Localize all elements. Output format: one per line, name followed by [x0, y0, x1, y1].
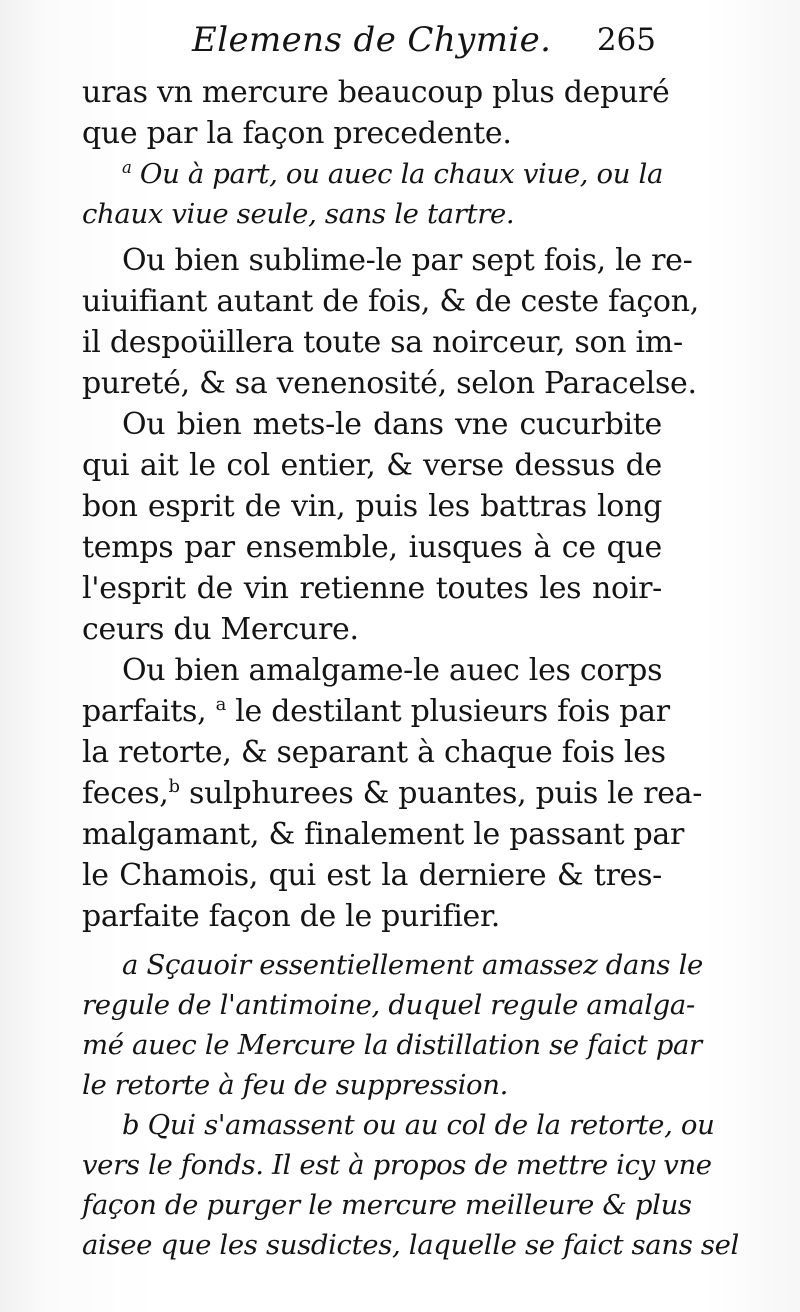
footnote-a-line [82, 945, 703, 985]
footnote-a-line: chaux viue seule, sans le tartre. [82, 198, 515, 230]
footnote-a-line: le retorte à feu de suppression. [82, 1069, 508, 1101]
footnote-a-line: regule de l'antimoine, duquel regule amalga- [82, 989, 695, 1021]
text-line: uras vn mercure beaucoup plus depuré [82, 75, 670, 110]
text-line: temps par ensemble, iusques à ce que [82, 530, 662, 565]
footnote-b-line [82, 1105, 715, 1145]
text-line: il despoüillera toute sa noirceur, son im- [82, 325, 683, 360]
text-line: que par la façon precedente. [82, 116, 512, 151]
footnote-marker: a [122, 157, 132, 177]
footnote-reference-a: a [215, 694, 226, 715]
footnote-b-line: vers le fonds. Il est à propos de mettre icy vne [82, 1149, 712, 1181]
text-line: Ou bien sublime-le par sept fois, le re- [122, 243, 693, 278]
text-line: bon esprit de vin, puis les battras long [82, 489, 662, 524]
footnote-marker: a [122, 949, 139, 981]
footnote-reference-b: b [168, 776, 180, 797]
page-number: 265 [596, 22, 656, 58]
text-line: uiuifiant autant de fois, & de ceste façon, [82, 284, 699, 319]
page-header [82, 14, 662, 72]
footnote-text: Sçauoir essentiellement amassez dans le [146, 949, 703, 981]
text-line [82, 773, 703, 814]
text-line: pureté, & sa venenosité, selon Paracelse. [82, 366, 697, 401]
footnote-text: Qui s'amassent ou au col de la retorte, ou [147, 1109, 715, 1141]
text-line: le Chamois, qui est la derniere & tres- [82, 858, 662, 893]
running-title: Elemens de Chymie. [192, 20, 552, 60]
text-segment: sulphurees & puantes, puis le rea- [189, 776, 703, 811]
text-line: malgamant, & finalement le passant par [82, 817, 685, 852]
text-segment: feces, [82, 776, 169, 811]
footnote-b-line: aisee que les susdictes, laquelle se faict sans sel [82, 1229, 739, 1261]
footnote-a-line: mé auec le Mercure la distillation se faict par [82, 1029, 702, 1061]
text-line: la retorte, & separant à chaque fois les [82, 735, 666, 770]
text-line [82, 691, 670, 732]
text-segment: parfaits, [82, 694, 207, 729]
text-line: parfaite façon de le purifier. [82, 899, 500, 934]
text-line: Ou bien amalgame-le auec les corps [122, 653, 663, 688]
text-line: Ou bien mets-le dans vne cucurbite [122, 407, 662, 442]
text-line: ceurs du Mercure. [82, 612, 359, 647]
page-text-block [82, 14, 739, 1265]
text-line: qui ait le col entier, & verse dessus de [82, 448, 662, 483]
footnote-b-line: façon de purger le mercure meilleure & plus [82, 1189, 692, 1221]
footnote-a-line [82, 154, 662, 194]
footnote-marker: b [122, 1109, 140, 1141]
text-segment: le destilant plusieurs fois par [235, 694, 670, 729]
text-line: l'esprit de vin retienne toutes les noir- [82, 571, 662, 606]
footnote-text: Ou à part, ou auec la chaux viue, ou la [139, 158, 664, 190]
